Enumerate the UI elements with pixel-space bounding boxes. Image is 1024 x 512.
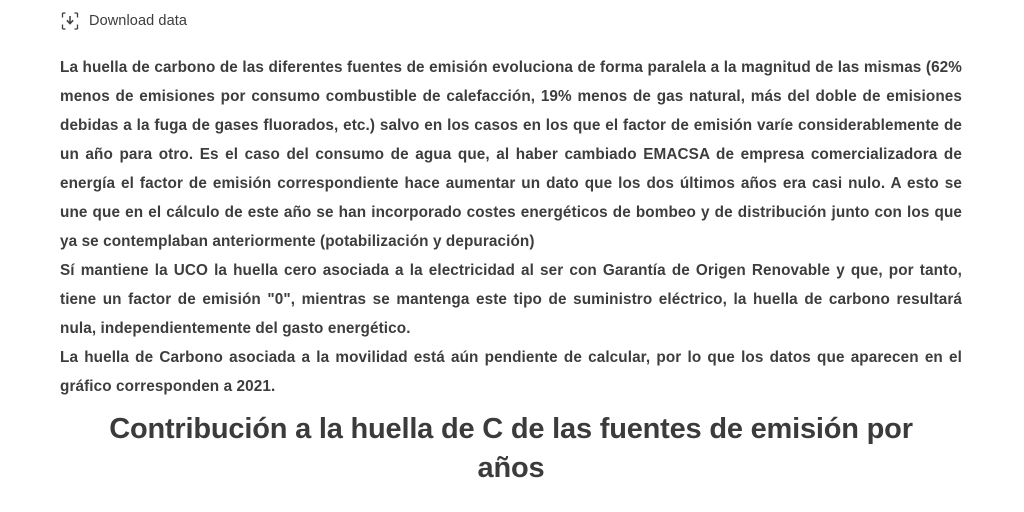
download-data-label: Download data bbox=[89, 13, 188, 29]
download-data-button[interactable] bbox=[32, 0, 992, 36]
paragraph-1: La huella de carbono de las diferentes fuentes de emisión evoluciona de forma paralela a la magnitud de las mismas (62% menos de emisiones por consumo combustible de calefacción, 19% menos de gas natural, más del doble de emisiones debidas a la fuga de gases fluorados, etc.) salvo en los casos en los que el factor de emisión varíe considerablemente de un año para otro. Es el caso del consumo de agua que, al haber cambiado EMACSA de empresa comercializadora de energía el factor de emisión correspondiente hace aumentar un dato que los dos últimos años era casi nulo. A esto se une que en el cálculo de este año se han incorporado costes energéticos de bombeo y de distribución junto con los que ya se contemplaban anteriormente (potabilización y depuración) bbox=[60, 59, 962, 250]
download-icon bbox=[60, 11, 80, 31]
article-body bbox=[32, 53, 992, 488]
paragraph-2: Sí mantiene la UCO la huella cero asociada a la electricidad al ser con Garantía de Origen Renovable y que, por tanto, tiene un factor de emisión "0", mientras se mantenga este tipo de suministro eléctrico, la huella de carbono resultará nula, independientemente del gasto energético. bbox=[60, 262, 962, 337]
section-title: Contribución a la huella de C de las fuentes de emisión por años bbox=[109, 413, 913, 484]
paragraph-3: La huella de Carbono asociada a la movilidad está aún pendiente de calcular, por lo que los datos que aparecen en el gráfico corresponden a 2021. bbox=[60, 349, 962, 395]
